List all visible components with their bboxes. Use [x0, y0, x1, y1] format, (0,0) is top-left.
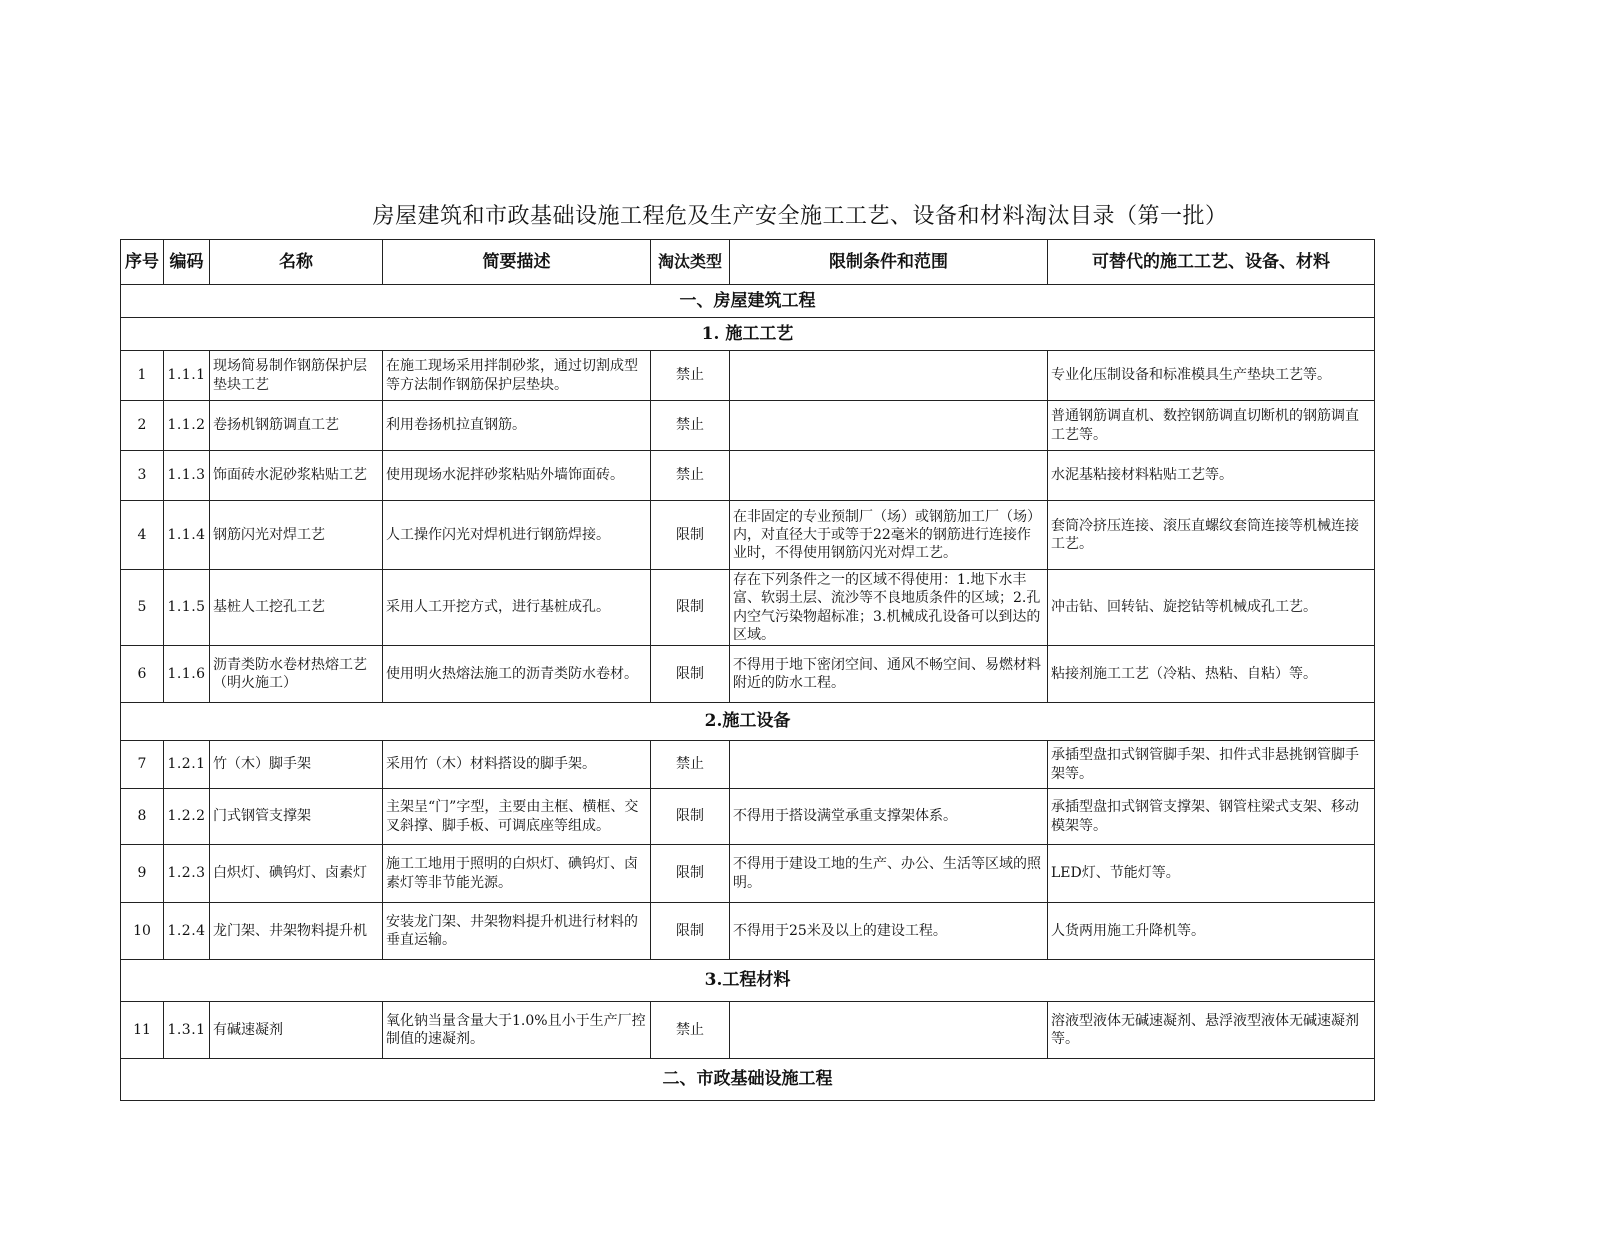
cell-desc: 氧化钠当量含量大于1.0%且小于生产厂控制值的速凝剂。	[383, 1002, 651, 1059]
table-row	[121, 1002, 1375, 1059]
cell-code: 1.2.2	[164, 789, 210, 845]
table-row	[121, 501, 1375, 570]
cell-name: 基桩人工挖孔工艺	[210, 570, 383, 646]
cell-code: 1.1.6	[164, 646, 210, 703]
section-housing: 一、房屋建筑工程	[121, 285, 1375, 318]
cell-type: 限制	[651, 903, 730, 960]
section-row	[121, 1059, 1375, 1101]
cell-desc: 采用人工开挖方式，进行基桩成孔。	[383, 570, 651, 646]
table-row	[121, 845, 1375, 903]
cell-code: 1.1.1	[164, 351, 210, 401]
cell-limit	[730, 351, 1048, 401]
cell-limit	[730, 401, 1048, 451]
cell-name: 有碱速凝剂	[210, 1002, 383, 1059]
cell-type: 限制	[651, 646, 730, 703]
cell-type: 限制	[651, 501, 730, 570]
section-municipal: 二、市政基础设施工程	[121, 1059, 1375, 1101]
cell-type: 禁止	[651, 1002, 730, 1059]
cell-seq: 9	[121, 845, 164, 903]
cell-code: 1.1.5	[164, 570, 210, 646]
cell-code: 1.3.1	[164, 1002, 210, 1059]
cell-desc: 人工操作闪光对焊机进行钢筋焊接。	[383, 501, 651, 570]
cell-seq: 10	[121, 903, 164, 960]
cell-alt: LED灯、节能灯等。	[1048, 845, 1375, 903]
cell-limit	[730, 1002, 1048, 1059]
table-row	[121, 741, 1375, 789]
cell-code: 1.1.3	[164, 451, 210, 501]
table-row	[121, 401, 1375, 451]
table-row	[121, 903, 1375, 960]
cell-name: 现场简易制作钢筋保护层垫块工艺	[210, 351, 383, 401]
cell-seq: 6	[121, 646, 164, 703]
cell-desc: 使用明火热熔法施工的沥青类防水卷材。	[383, 646, 651, 703]
header-limit: 限制条件和范围	[730, 240, 1048, 285]
table-row	[121, 789, 1375, 845]
section-row	[121, 285, 1375, 318]
cell-alt: 普通钢筋调直机、数控钢筋调直切断机的钢筋调直工艺等。	[1048, 401, 1375, 451]
cell-alt: 冲击钻、回转钻、旋挖钻等机械成孔工艺。	[1048, 570, 1375, 646]
cell-type: 禁止	[651, 741, 730, 789]
cell-code: 1.1.2	[164, 401, 210, 451]
cell-alt: 溶液型液体无碱速凝剂、悬浮液型液体无碱速凝剂等。	[1048, 1002, 1375, 1059]
subsection-materials: 3.工程材料	[121, 960, 1375, 1002]
table-row	[121, 646, 1375, 703]
cell-code: 1.2.3	[164, 845, 210, 903]
cell-alt: 承插型盘扣式钢管脚手架、扣件式非悬挑钢管脚手架等。	[1048, 741, 1375, 789]
cell-seq: 1	[121, 351, 164, 401]
cell-desc: 使用现场水泥拌砂浆粘贴外墙饰面砖。	[383, 451, 651, 501]
cell-limit: 不得用于搭设满堂承重支撑架体系。	[730, 789, 1048, 845]
header-code: 编码	[164, 240, 210, 285]
subsection-row	[121, 960, 1375, 1002]
cell-code: 1.2.1	[164, 741, 210, 789]
cell-desc: 利用卷扬机拉直钢筋。	[383, 401, 651, 451]
cell-seq: 8	[121, 789, 164, 845]
cell-type: 禁止	[651, 451, 730, 501]
cell-name: 饰面砖水泥砂浆粘贴工艺	[210, 451, 383, 501]
cell-name: 龙门架、井架物料提升机	[210, 903, 383, 960]
cell-type: 禁止	[651, 401, 730, 451]
cell-alt: 专业化压制设备和标准模具生产垫块工艺等。	[1048, 351, 1375, 401]
cell-desc: 在施工现场采用拌制砂浆，通过切割成型等方法制作钢筋保护层垫块。	[383, 351, 651, 401]
cell-desc: 主架呈“门”字型，主要由主框、横框、交叉斜撑、脚手板、可调底座等组成。	[383, 789, 651, 845]
table-row	[121, 570, 1375, 646]
cell-limit	[730, 451, 1048, 501]
phase-out-catalog-table	[120, 239, 1375, 1101]
cell-alt: 水泥基粘接材料粘贴工艺等。	[1048, 451, 1375, 501]
cell-desc: 安装龙门架、井架物料提升机进行材料的垂直运输。	[383, 903, 651, 960]
cell-alt: 套筒冷挤压连接、滚压直螺纹套筒连接等机械连接工艺。	[1048, 501, 1375, 570]
subsection-equipment: 2.施工设备	[121, 703, 1375, 741]
cell-name: 沥青类防水卷材热熔工艺（明火施工）	[210, 646, 383, 703]
cell-type: 限制	[651, 845, 730, 903]
cell-code: 1.2.4	[164, 903, 210, 960]
table-row	[121, 451, 1375, 501]
header-name: 名称	[210, 240, 383, 285]
cell-limit: 不得用于地下密闭空间、通风不畅空间、易燃材料附近的防水工程。	[730, 646, 1048, 703]
document-title: 房屋建筑和市政基础设施工程危及生产安全施工工艺、设备和材料淘汰目录（第一批）	[372, 204, 1228, 229]
cell-type: 限制	[651, 570, 730, 646]
cell-type: 禁止	[651, 351, 730, 401]
cell-name: 卷扬机钢筋调直工艺	[210, 401, 383, 451]
subsection-row	[121, 703, 1375, 741]
cell-code: 1.1.4	[164, 501, 210, 570]
subsection-process: 1. 施工工艺	[121, 318, 1375, 351]
table-row	[121, 351, 1375, 401]
cell-alt: 承插型盘扣式钢管支撑架、钢管柱梁式支架、移动模架等。	[1048, 789, 1375, 845]
cell-seq: 11	[121, 1002, 164, 1059]
cell-seq: 3	[121, 451, 164, 501]
cell-seq: 7	[121, 741, 164, 789]
cell-limit: 存在下列条件之一的区域不得使用：1.地下水丰富、软弱土层、流沙等不良地质条件的区域；2.孔内空气污染物超标准；3.机械成孔设备可以到达的区域。	[730, 570, 1048, 646]
header-desc: 简要描述	[383, 240, 651, 285]
cell-desc: 采用竹（木）材料搭设的脚手架。	[383, 741, 651, 789]
cell-name: 门式钢管支撑架	[210, 789, 383, 845]
cell-desc: 施工工地用于照明的白炽灯、碘钨灯、卤素灯等非节能光源。	[383, 845, 651, 903]
cell-seq: 2	[121, 401, 164, 451]
header-row	[121, 240, 1375, 285]
cell-seq: 5	[121, 570, 164, 646]
cell-name: 钢筋闪光对焊工艺	[210, 501, 383, 570]
cell-alt: 人货两用施工升降机等。	[1048, 903, 1375, 960]
cell-limit: 不得用于25米及以上的建设工程。	[730, 903, 1048, 960]
subsection-row	[121, 318, 1375, 351]
cell-limit: 在非固定的专业预制厂（场）或钢筋加工厂（场）内，对直径大于或等于22毫米的钢筋进行连接作业时，不得使用钢筋闪光对焊工艺。	[730, 501, 1048, 570]
cell-name: 竹（木）脚手架	[210, 741, 383, 789]
cell-type: 限制	[651, 789, 730, 845]
header-type: 淘汰类型	[651, 240, 730, 285]
cell-limit	[730, 741, 1048, 789]
cell-alt: 粘接剂施工工艺（冷粘、热粘、自粘）等。	[1048, 646, 1375, 703]
cell-seq: 4	[121, 501, 164, 570]
cell-name: 白炽灯、碘钨灯、卤素灯	[210, 845, 383, 903]
header-alt: 可替代的施工工艺、设备、材料	[1048, 240, 1375, 285]
header-seq: 序号	[121, 240, 164, 285]
cell-limit: 不得用于建设工地的生产、办公、生活等区域的照明。	[730, 845, 1048, 903]
